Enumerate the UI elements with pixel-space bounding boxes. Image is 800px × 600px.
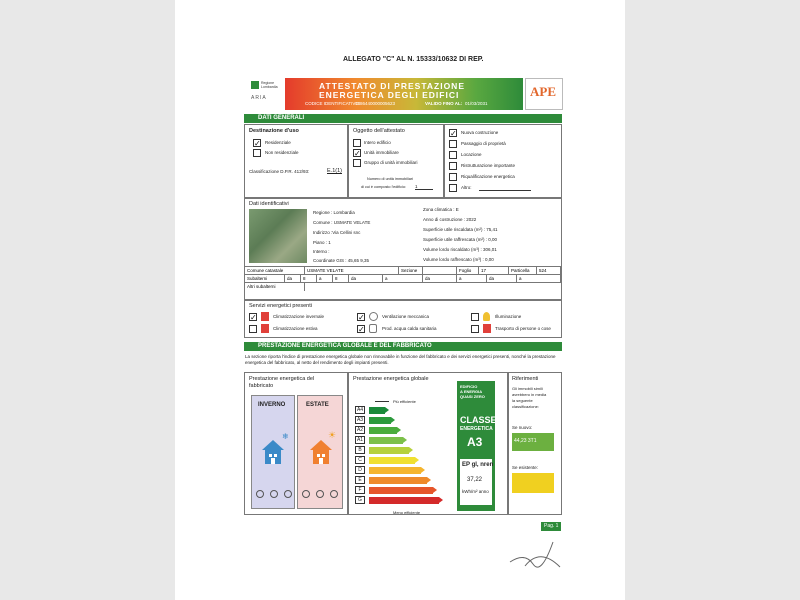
valido-label: VALIDO FINO AL: [425,101,463,106]
inverno-panel: INVERNO ❄ [251,395,295,509]
energy-class-label-a1: A1 [356,437,364,443]
region-logo: Regione Lombardia ARIA [251,81,278,101]
servizi-box: Servizi energetici presenti ✓ Climatizzazione invernale Climatizzazione estiva ✓ Ventilazione meccanica ✓ Prod. acqua calda sanitaria Illuminazione Trasporto di persone o cose [244,300,562,338]
title-banner [285,78,523,110]
energy-class-bar-f [369,487,433,494]
ristrutturazione-checkbox[interactable] [449,162,457,170]
motivazione-box: ✓ Nuova costruzione Passaggio di proprietà Locazione Ristrutturazione importante Riqualificazione energetica Altro: [444,124,562,198]
numero-unita-value: 1 [415,184,433,190]
lightbulb-icon [483,312,490,321]
altro-line [479,190,531,191]
catasto-grid: Comune catastale USMATE VELATE Sezione Foglio 17 Particella 524 Subalterni da 8 a 8 da a da a da a Altri subalterni [245,266,561,296]
codice-value: 1086440000005623 [355,101,396,106]
energy-class-bar-d [369,467,421,474]
energy-class-label-d: D [355,466,365,474]
title-line-2: ENERGETICA DEGLI EDIFICI [319,90,460,100]
ep-box: EP gl, nren 37,22 kWh/m² anno [460,459,492,505]
smiley-icon [330,490,338,498]
energy-class-label-c: C [355,456,365,464]
piu-efficiente-label: Più efficiente [393,399,416,404]
snowflake-icon: ❄ [282,432,289,441]
riqualificazione-checkbox[interactable] [449,173,457,181]
smiley-icon [302,490,310,498]
climatizzazione-estiva-checkbox[interactable] [249,325,257,333]
signature-scribble [505,522,565,572]
title-line-1: ATTESTATO DI PRESTAZIONE [319,81,465,91]
classe-value: A3 [467,435,483,449]
energy-class-bar-a2 [369,427,397,434]
house-summer-icon [308,438,334,466]
residenziale-checkbox[interactable]: ✓ [254,139,261,148]
altro-checkbox[interactable] [449,184,457,192]
ape-logo: APE [525,78,563,110]
aerial-photo [249,209,307,263]
energy-class-bar-g [369,497,439,504]
energy-class-bar-a4 [369,407,385,414]
classe-badge: EDIFICIO A ENERGIA QUASI ZERO CLASSE ENERGETICA A3 EP gl, nren 37,22 kWh/m² anno [457,381,495,511]
energy-class-label-g: G [355,496,365,504]
radiator-icon [261,312,269,321]
meno-efficiente-label: Meno efficiente [393,510,421,515]
destinazione-box: Destinazione d'uso ✓ Residenziale Non residenziale Classificazione D.P.R. 412/93: E.1(1) [244,124,348,198]
energy-class-label-a3: A3 [356,417,364,423]
energy-class-label-a2: A2 [356,427,364,433]
intero-edificio-checkbox[interactable] [353,139,361,147]
prestazione-header: PRESTAZIONE ENERGETICA GLOBALE E DEL FABBRICATO [244,342,562,351]
smiley-icon [284,490,292,498]
se-nuovo-arrow: 44,23 3T1 [512,433,554,451]
arrow-line [375,401,389,402]
codice-label: CODICE IDENTIFICATIVO: [305,101,361,106]
prestazione-intro: La sezione riporta l'indice di prestazione energetica globale non rinnovabile in funzione del fabbricato e dei servizi energetici presenti, nonché la prestazione energetica del fabbricato, al netto del rendimento degli impianti presenti. [245,354,556,365]
fan-icon [369,312,378,321]
page-number: Pag. 1 [541,522,561,531]
region-logo-mark-icon [251,81,259,89]
dati-generali-header: DATI GENERALI [244,114,562,123]
elevator-icon [483,324,491,333]
sun-icon: ☀ [328,430,337,440]
energy-class-label-b: B [355,446,365,454]
allegato-stamp: ALLEGATO "C" AL N. 15333/10632 DI REP. [343,56,484,63]
trasporto-checkbox[interactable] [471,325,479,333]
riferimenti-panel: Riferimenti Gli immobili simili avrebbero in media la seguente classificazione: Se nuovo: 44,23 3T1 Se esistente: [508,372,562,515]
passaggio-proprieta-checkbox[interactable] [449,140,457,148]
oggetto-box: Oggetto dell'attestato Intero edificio ✓ Unità immobiliare Gruppo di unità immobiliari Numero di unità immobiliari di cui è composto l'edificio: 1 [348,124,444,198]
energy-class-bar-a1 [369,437,403,444]
energy-class-bar-b [369,447,409,454]
unita-immobiliare-checkbox[interactable]: ✓ [354,149,361,158]
gruppo-unita-checkbox[interactable] [353,159,361,167]
se-esistente-arrow [512,473,554,493]
smiley-icon [316,490,324,498]
dati-identificativi-box: Dati identificativi Regione : Lombardia Comune : USMATE VELATE Indirizzo :Via Cellini snc Piano : 1 Interno : Coordinate GIS : 45,65 9,35 Zona climatica : E Anno di costruzione : 2022 Superficie utile riscaldata (m²) : 75,41 Superficie utile raffrescata (m²) : 0,00 Volume lordo riscaldato (m³) : 306,01 Volume lordo raffrescato (m³) : 0,00 Comune catastale USMATE VELATE Sezione Foglio 17 Particella 524 Subalterni da 8 a 8 da a da a da a Altri subalterni [244,198,562,300]
document-page [175,0,625,600]
globale-panel: Prestazione energetica globale Più efficiente A4 A3 A2 A1 B C D E F G Meno efficiente EDIFICIO A ENERGIA QUASI ZERO CLASSE ENERGETICA A3 EP gl, nren 37,22 kWh/m² anno [348,372,508,515]
house-winter-icon [260,438,286,466]
ac-unit-icon [261,324,269,333]
energy-class-label-a4: A4 [356,407,364,413]
aria-logo: ARIA [251,95,267,101]
estate-panel: ESTATE ☀ [297,395,343,509]
classificazione-value: E.1(1) [327,168,342,174]
locazione-checkbox[interactable] [449,151,457,159]
fabbricato-panel: Prestazione energetica del fabbricato INVERNO ❄ ESTATE ☀ [244,372,348,515]
climatizzazione-invernale-checkbox[interactable]: ✓ [250,313,257,322]
energy-class-label-e: E [355,476,365,484]
illuminazione-checkbox[interactable] [471,313,479,321]
acqua-calda-checkbox[interactable]: ✓ [358,325,365,334]
non-residenziale-checkbox[interactable] [253,149,261,157]
ep-value: 37,22 [467,477,483,483]
nuova-costruzione-checkbox[interactable]: ✓ [450,129,457,138]
smiley-icon [270,490,278,498]
energy-class-bar-c [369,457,415,464]
energy-class-bar-e [369,477,427,484]
water-heater-icon [369,324,377,333]
smiley-icon [256,490,264,498]
energy-class-label-f: F [355,486,365,494]
valido-value: 01/03/2031 [465,101,488,106]
ventilazione-checkbox[interactable]: ✓ [358,313,365,322]
energy-class-bar-a3 [369,417,391,424]
